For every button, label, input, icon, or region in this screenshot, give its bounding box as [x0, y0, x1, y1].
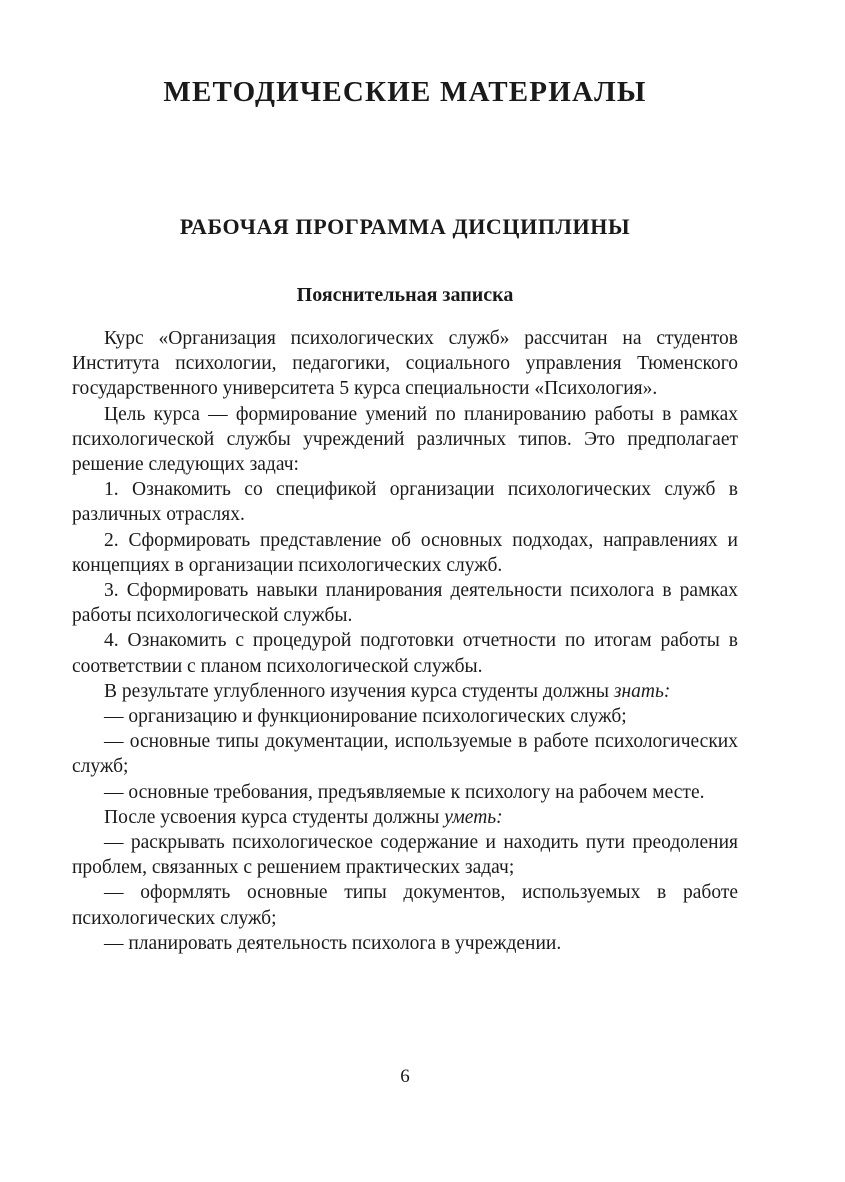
can-item-2: — оформлять основные типы документов, используемых в работе психологических служб;	[72, 882, 738, 929]
main-title: МЕТОДИЧЕСКИЕ МАТЕРИАЛЫ	[163, 76, 647, 108]
subsection-title: Пояснительная записка	[296, 284, 514, 306]
know-item-2: — основные типы документации, используемые в работе психологических служб;	[72, 731, 738, 778]
know-item-1: — организацию и функционирование психологических служб;	[104, 706, 627, 728]
paragraph-know	[72, 679, 738, 704]
can-item-3: — планировать деятельность психолога в учреждении.	[104, 932, 562, 954]
body-text	[72, 326, 738, 956]
paragraph-can	[72, 805, 738, 830]
know-lead: В результате углубленного изучения курса студенты должны	[104, 680, 610, 702]
can-word: уметь:	[444, 806, 503, 828]
can-lead: После усвоения курса студенты должны	[104, 806, 440, 828]
task-item-1: 1. Ознакомить со спецификой организации психологических служб в различных отраслях.	[72, 479, 738, 526]
paragraph-intro: Курс «Организация психологических служб» рассчитан на студентов Института психологии, педагогики, социального управления Тюменского государственного университета 5 курса специальности «Психология».	[72, 328, 738, 400]
section-title: РАБОЧАЯ ПРОГРАММА ДИСЦИПЛИНЫ	[179, 214, 631, 239]
page-number: 6	[400, 1066, 410, 1087]
task-item-2: 2. Сформировать представление об основных подходах, направлениях и концепциях в организации психологических служб.	[72, 529, 738, 576]
task-item-3: 3. Сформировать навыки планирования деятельности психолога в рамках работы психологической службы.	[72, 580, 738, 627]
paragraph-goal: Цель курса — формирование умений по планированию работы в рамках психологической службы учреждений различных типов. Это предполагает решение следующих задач:	[72, 403, 738, 476]
know-word: знать:	[613, 680, 671, 702]
can-item-1: — раскрывать психологическое содержание и находить пути преодоления проблем, связанных с решением практических задач;	[72, 832, 738, 879]
task-item-4: 4. Ознакомить с процедурой подготовки отчетности по итогам работы в соответствии с планом психологической службы.	[72, 630, 738, 677]
know-item-3: — основные требования, предъявляемые к психологу на рабочем месте.	[104, 781, 705, 803]
document-page	[72, 0, 738, 1182]
